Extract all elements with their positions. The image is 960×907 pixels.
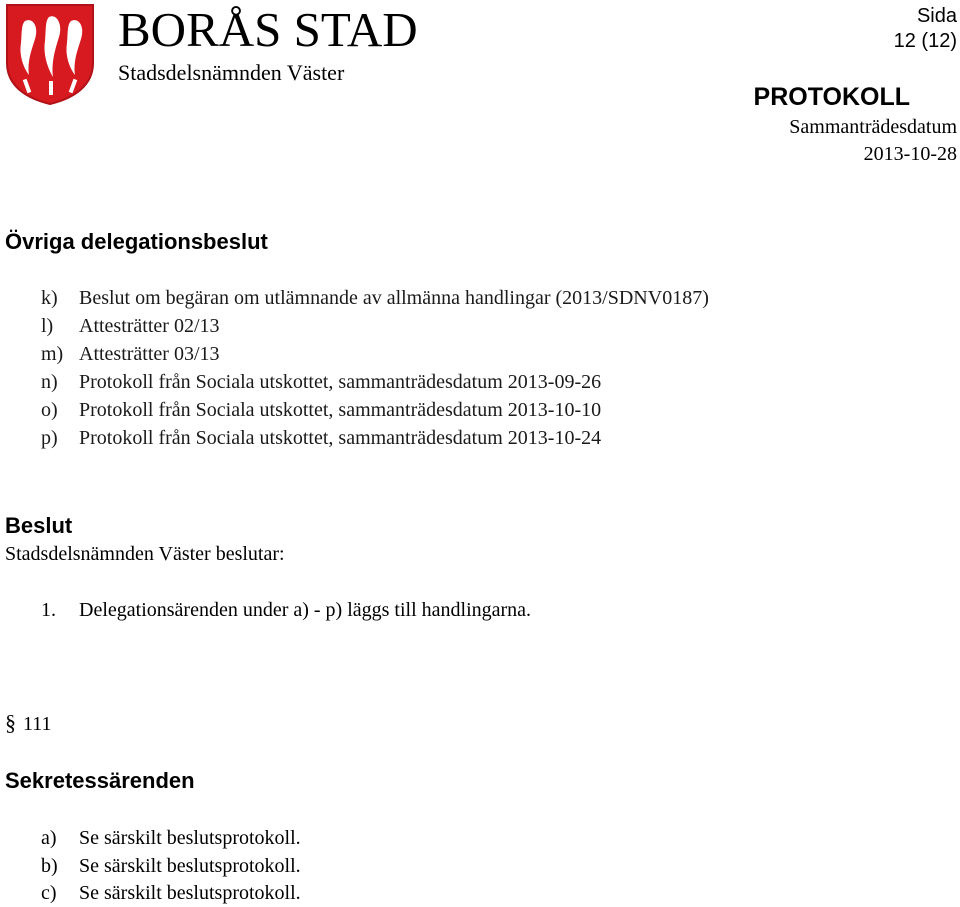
decision-marker: 1.: [41, 599, 56, 621]
decision-text: Delegationsärenden under a) - p) läggs till handlingarna.: [79, 599, 532, 621]
list-text: Protokoll från Sociala utskottet, sammanträdesdatum 2013-09-26: [79, 371, 602, 393]
list-marker: k): [41, 287, 58, 309]
decision-item: [41, 598, 531, 622]
list-marker: b): [41, 855, 58, 877]
paragraph-number: [5, 711, 52, 736]
list-item: [41, 286, 709, 310]
list-item: [41, 854, 301, 878]
list-marker: c): [41, 882, 57, 904]
list-text: Se särskilt beslutsprotokoll.: [79, 827, 301, 849]
list-marker: o): [41, 399, 58, 421]
page-label: Sida: [916, 5, 957, 27]
list-text: Se särskilt beslutsprotokoll.: [79, 882, 301, 904]
list-text: Attesträtter 02/13: [79, 315, 220, 337]
list-item: [41, 826, 301, 850]
list-text: Attesträtter 03/13: [79, 343, 220, 365]
meeting-date: 2013-10-28: [863, 143, 957, 165]
meeting-date-label: Sammanträdesdatum: [789, 116, 957, 138]
document-type: PROTOKOLL: [753, 83, 910, 111]
page-number: 12 (12): [893, 30, 957, 52]
boras-coat-of-arms-icon: [5, 3, 95, 106]
list-text: Se särskilt beslutsprotokoll.: [79, 855, 301, 877]
list-item: [41, 342, 220, 366]
organization-subtitle: Stadsdelsnämnden Väster: [118, 60, 345, 85]
secrecy-heading: Sekretessärenden: [5, 768, 195, 793]
list-text: Protokoll från Sociala utskottet, sammanträdesdatum 2013-10-24: [79, 427, 602, 449]
list-marker: n): [41, 371, 58, 393]
organization-name: BORÅS STAD: [118, 2, 418, 57]
list-item: [41, 881, 301, 905]
list-marker: a): [41, 827, 57, 849]
paragraph-number-value: 111: [23, 713, 52, 735]
section-symbol: §: [5, 710, 16, 735]
decision-heading: Beslut: [5, 513, 73, 538]
list-marker: l): [41, 315, 54, 337]
list-item: [41, 370, 601, 394]
list-text: Beslut om begäran om utlämnande av allmänna handlingar (2013/SDNV0187): [79, 287, 709, 309]
delegation-heading: Övriga delegationsbeslut: [5, 229, 268, 254]
decision-intro: Stadsdelsnämnden Väster beslutar:: [5, 543, 285, 565]
list-text: Protokoll från Sociala utskottet, sammanträdesdatum 2013-10-10: [79, 399, 602, 421]
list-marker: p): [41, 427, 58, 449]
list-marker: m): [41, 343, 64, 365]
list-item: [41, 426, 601, 450]
list-item: [41, 314, 220, 338]
list-item: [41, 398, 601, 422]
